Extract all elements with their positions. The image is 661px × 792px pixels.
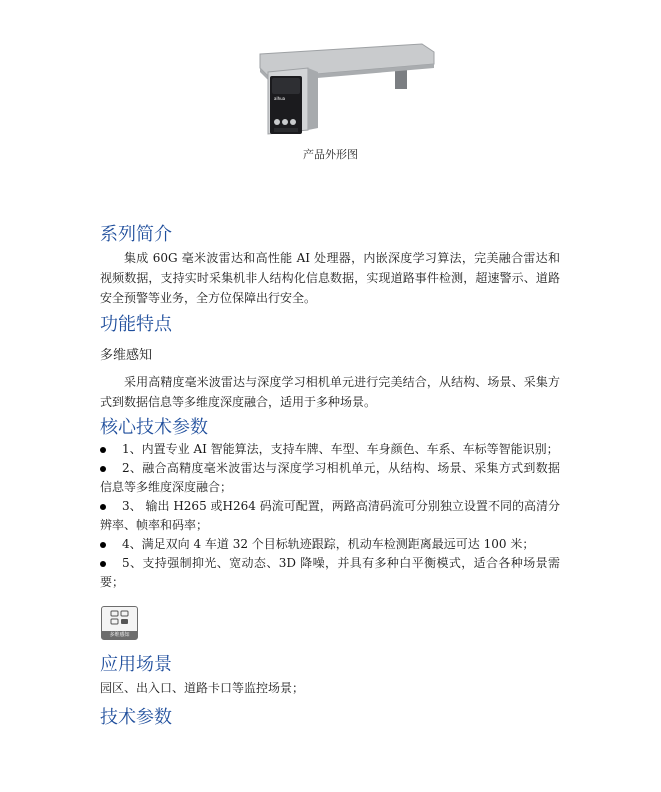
intro-paragraph: 集成 60G 毫米波雷达和高性能 AI 处理器，内嵌深度学习算法，完美融合雷达和视频数据，支持实时采集机非人结构化信息数据，实现道路事件检测，超速警示、道路安全预警等业务，全方位保障出行安全。 bbox=[100, 251, 560, 305]
section-heading-intro: 系列简介 bbox=[100, 224, 172, 245]
bullet-icon bbox=[100, 561, 106, 567]
section-heading-features: 功能特点 bbox=[100, 314, 172, 335]
bullet-icon bbox=[100, 542, 106, 548]
list-item: 2、融合高精度毫米波雷达与深度学习相机单元，从结构、场景、采集方式到数据信息等多维度深度融合； bbox=[100, 461, 560, 494]
bullet-icon bbox=[100, 466, 106, 472]
core-spec-list bbox=[100, 440, 560, 592]
section-heading-specs: 技术参数 bbox=[100, 707, 172, 728]
section-heading-scenario: 应用场景 bbox=[100, 654, 172, 675]
sensor-grid-icon bbox=[102, 607, 137, 631]
figure-caption: 产品外形图 bbox=[303, 148, 358, 161]
brand-mark: alhua bbox=[274, 96, 286, 101]
section-heading-core: 核心技术参数 bbox=[100, 417, 208, 438]
bullet-icon bbox=[100, 504, 106, 510]
list-item: 4、满足双向 4 车道 32 个目标轨迹跟踪，机动车检测距离最远可达 100 米； bbox=[100, 535, 560, 554]
list-item: 5、支持强制抑光、宽动态、3D 降噪，并具有多种白平衡模式，适合各种场景需要； bbox=[100, 556, 560, 589]
list-item: 3、 输出 H265 或H264 码流可配置，两路高清码流可分别独立设置不同的高清分辨率、帧率和码率； bbox=[100, 499, 560, 532]
scenario-paragraph: 园区、出入口、道路卡口等监控场景； bbox=[100, 681, 305, 695]
product-image bbox=[250, 42, 440, 142]
bullet-icon bbox=[100, 447, 106, 453]
feature-icon-label: 多维感知 bbox=[102, 631, 137, 639]
multi-dimension-sense-icon bbox=[101, 606, 138, 640]
features-paragraph: 采用高精度毫米波雷达与深度学习相机单元进行完美结合，从结构、场景、采集方式到数据信息等多维度深度融合，适用于多种场景。 bbox=[100, 375, 560, 409]
list-item: 1、内置专业 AI 智能算法，支持车牌、车型、车身颜色、车系、车标等智能识别； bbox=[100, 440, 560, 459]
features-subheading: 多维感知 bbox=[100, 348, 153, 363]
